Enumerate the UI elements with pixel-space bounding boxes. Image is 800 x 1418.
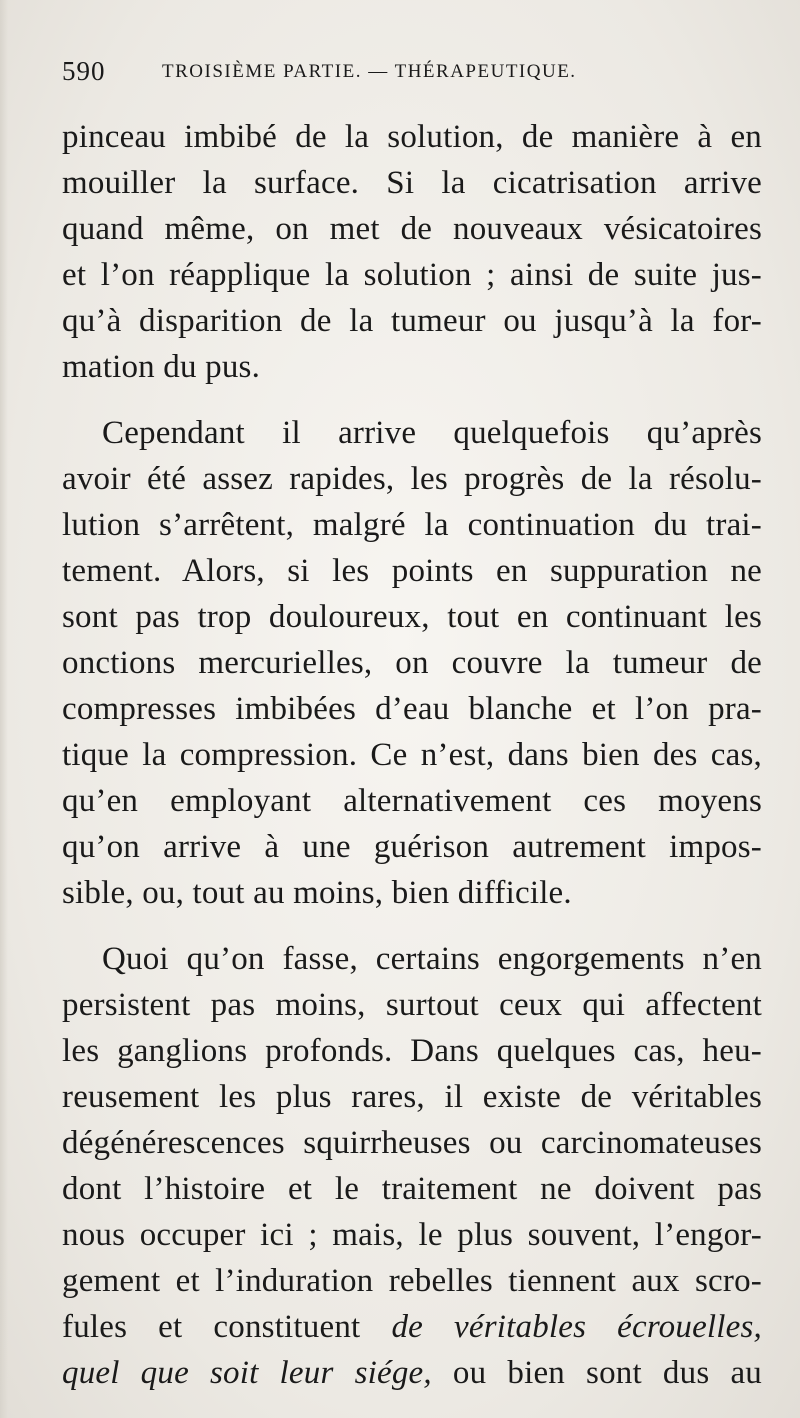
page-number: 590 [62,56,106,86]
italic-text: de véritables écrouelles, [391,1309,763,1345]
text-line: tement. Alors, si les points en suppuration ne [62,553,762,589]
text-line: reusement les plus rares, il existe de véritables [62,1079,762,1115]
text-line: mation du pus. [62,349,261,385]
text-line: pinceau imbibé de la solution, de manière à en [62,119,762,155]
text-line: compresses imbibées d’eau blanche et l’on pra- [62,691,762,727]
text-line: quand même, on met de nouveaux vésicatoires [62,211,762,247]
text-line: les ganglions profonds. Dans quelques cas, heu- [62,1033,762,1069]
page-gutter-shadow [0,0,8,1418]
text-line: persistent pas moins, surtout ceux qui affectent [62,987,762,1023]
page-header [62,56,762,90]
text-line: tique la compression. Ce n’est, dans bien des cas, [62,737,762,773]
text-line: et l’on réapplique la solution ; ainsi de suite jus- [62,257,762,293]
text-line: mouiller la surface. Si la cicatrisation arrive [62,165,762,201]
text-line: sont pas trop douloureux, tout en continuant les [62,599,762,635]
text-line: onctions mercurielles, on couvre la tumeur de [62,645,762,681]
text-line: qu’on arrive à une guérison autrement impos- [62,829,762,865]
italic-text: quel que soit leur siége, [62,1355,432,1391]
text-line: gement et l’induration rebelles tiennent aux scro- [62,1263,762,1299]
text-line: sible, ou, tout au moins, bien difficile. [62,875,572,911]
paragraph-2 [62,410,762,916]
text-line: dont l’histoire et le traitement ne doivent pas [62,1171,762,1207]
text-line: Quoi qu’on fasse, certains engorgements n’en [102,941,762,977]
text-line-mixed [62,1350,762,1396]
text-line: lution s’arrêtent, malgré la continuation du trai- [62,507,762,543]
paragraph-1 [62,114,762,390]
text-line: qu’en employant alternativement ces moyens [62,783,762,819]
text-line: avoir été assez rapides, les progrès de la résolu- [62,461,762,497]
text-line: dégénérescences squirrheuses ou carcinomateuses [62,1125,762,1161]
roman-text: ou bien sont dus au [452,1355,762,1391]
text-line: Cependant il arrive quelquefois qu’après [102,415,762,451]
paragraph-3 [62,936,762,1396]
text-line: nous occuper ici ; mais, le plus souvent, l’engor- [62,1217,762,1253]
roman-text: fules et constituent [62,1309,361,1345]
running-head: TROISIÈME PARTIE. — THÉRAPEUTIQUE. [162,61,577,82]
body-text [62,114,762,1396]
text-line-mixed [62,1304,762,1350]
text-line: qu’à disparition de la tumeur ou jusqu’à la for- [62,303,762,339]
